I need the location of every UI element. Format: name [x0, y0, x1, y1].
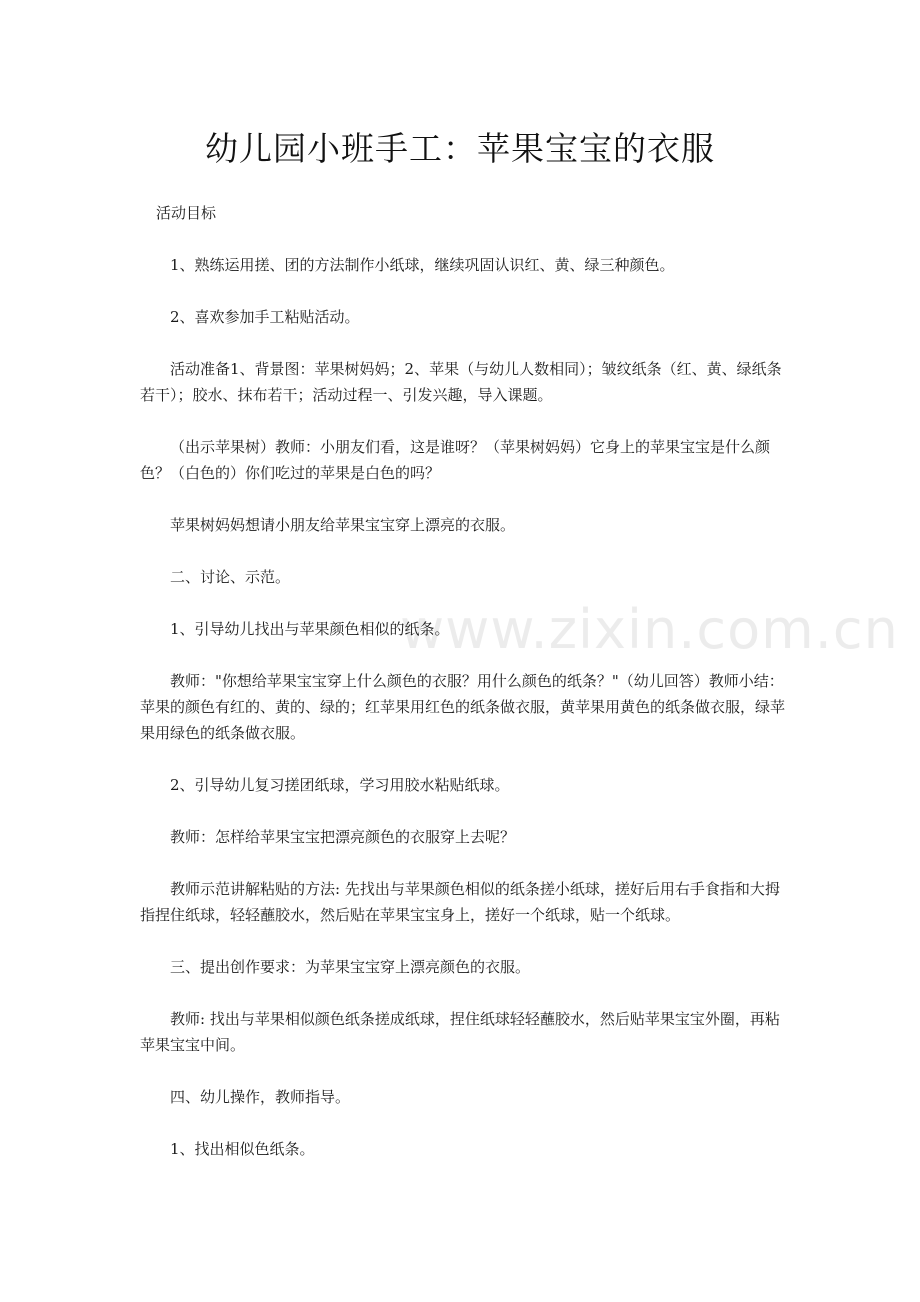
paragraph: 1、引导幼儿找出与苹果颜色相似的纸条。	[170, 620, 450, 638]
document-title: 幼儿园小班手工：苹果宝宝的衣服	[205, 129, 715, 168]
paragraph: 2、喜欢参加手工粘贴活动。	[170, 308, 360, 326]
section-heading-requirements: 三、提出创作要求：为苹果宝宝穿上漂亮颜色的衣服。	[170, 958, 531, 976]
paragraph: 1、熟练运用搓、团的方法制作小纸球，继续巩固认识红、黄、绿三种颜色。	[170, 256, 675, 274]
paragraph: 2、引导幼儿复习搓团纸球，学习用胶水粘贴纸球。	[170, 776, 510, 794]
paragraph: 苹果树妈妈想请小朋友给苹果宝宝穿上漂亮的衣服。	[170, 516, 516, 534]
paragraph: （出示苹果树）教师：小朋友们看，这是谁呀？（苹果树妈妈）它身上的苹果宝宝是什么颜色？（白色的）你们吃过的苹果是白色的吗？	[140, 438, 771, 482]
paragraph: 教师：怎样给苹果宝宝把漂亮颜色的衣服穿上去呢？	[170, 828, 516, 846]
section-heading-discussion: 二、讨论、示范。	[170, 568, 291, 586]
paragraph: 教师："你想给苹果宝宝穿上什么颜色的衣服？用什么颜色的纸条？"（幼儿回答）教师小结：苹果的颜色有红的、黄的、绿的；红苹果用红色的纸条做衣服，黄苹果用黄色的纸条做衣服，绿苹果用绿色的纸条做衣服。	[140, 672, 786, 742]
paragraph: 1、找出相似色纸条。	[170, 1140, 315, 1158]
section-heading-operation: 四、幼儿操作，教师指导。	[170, 1088, 351, 1106]
document-body	[140, 200, 785, 1188]
paragraph: 教师示范讲解粘贴的方法: 先找出与苹果颜色相似的纸条搓小纸球，搓好后用右手食指和大拇指捏住纸球，轻轻蘸胶水，然后贴在苹果宝宝身上，搓好一个纸球，贴一个纸球。	[140, 880, 780, 924]
section-heading-goals: 活动目标	[156, 204, 217, 222]
paragraph: 活动准备1、背景图：苹果树妈妈；2、苹果（与幼儿人数相同）；皱纹纸条（红、黄、绿纸条若干）；胶水、抹布若干；活动过程一、引发兴趣，导入课题。	[140, 360, 782, 404]
paragraph: 教师: 找出与苹果相似颜色纸条搓成纸球，捏住纸球轻轻蘸胶水，然后贴苹果宝宝外圈，再粘苹果宝宝中间。	[140, 1010, 780, 1054]
watermark: www.zixin.com.cn	[400, 598, 899, 661]
